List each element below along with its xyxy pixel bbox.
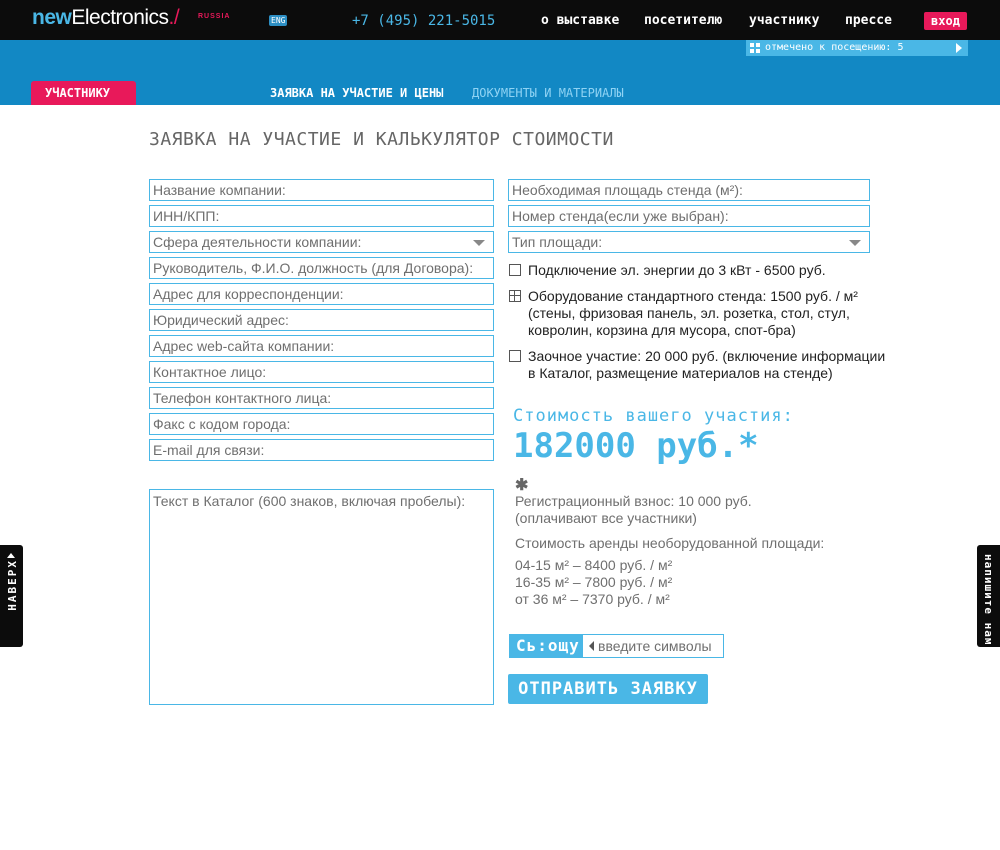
language-switch[interactable]: ENG — [271, 16, 286, 25]
electricity-label: Подключение эл. энергии до 3 кВт - 6500 руб. — [528, 262, 826, 278]
contact-person-input[interactable] — [150, 362, 493, 382]
section-tab-participant[interactable]: УЧАСТНИКУ — [31, 81, 136, 105]
phone-number: +7 (495) 221-5015 — [352, 13, 496, 29]
website-input[interactable] — [150, 336, 493, 356]
remote-participation-checkbox[interactable] — [509, 350, 521, 362]
to-top-label: НАВЕРХ — [6, 559, 19, 611]
logo-new: new — [32, 6, 72, 29]
inn-kpp-input[interactable] — [150, 206, 493, 226]
submit-application-button[interactable]: ОТПРАВИТЬ ЗАЯВКУ — [508, 674, 708, 704]
fax-field[interactable] — [149, 413, 494, 435]
stand-number-input[interactable] — [509, 206, 869, 226]
captcha-image: Сь:ощу — [510, 635, 583, 657]
director-input[interactable] — [150, 258, 493, 278]
cost-label: Стоимость вашего участия: — [513, 406, 794, 426]
arrow-right-icon — [956, 43, 962, 53]
write-us-label: напишите нам — [982, 554, 995, 646]
rent-title: Стоимость аренды необорудованной площади: — [515, 535, 825, 551]
catalog-textarea[interactable] — [150, 490, 493, 704]
electricity-checkbox[interactable] — [509, 264, 521, 276]
contact-phone-field[interactable] — [149, 387, 494, 409]
chevron-down-icon — [473, 240, 485, 246]
rate-item: от 36 м² – 7370 руб. / м² — [515, 591, 670, 607]
grid-icon — [750, 43, 760, 53]
stand-area-field[interactable] — [508, 179, 870, 201]
write-us-button[interactable] — [977, 545, 1000, 647]
company-sphere-value: Сфера деятельности компании: — [153, 234, 362, 250]
company-name-input[interactable] — [150, 180, 493, 200]
visits-label: отмечено к посещению: 5 — [765, 42, 904, 53]
nav-about[interactable]: о выставке — [541, 13, 620, 28]
standard-stand-checkbox[interactable] — [509, 290, 521, 302]
nav-visitor[interactable]: посетителю — [644, 13, 723, 28]
stand-number-field[interactable] — [508, 205, 870, 227]
page-title: ЗАЯВКА НА УЧАСТИЕ И КАЛЬКУЛЯТОР СТОИМОСТИ — [149, 129, 614, 150]
standard-stand-label: Оборудование стандартного стенда: 1500 руб. / м² (стены, фризовая панель, эл. розетка, стол, стул, ковролин, корзина для мусора, спот-бра) — [528, 288, 858, 338]
nav-participant[interactable]: участнику — [749, 13, 820, 28]
arrow-up-icon — [7, 553, 15, 558]
logo-region: RUSSIA — [198, 13, 231, 20]
chevron-down-icon — [849, 240, 861, 246]
site-logo[interactable] — [32, 6, 231, 30]
option-remote-participation[interactable] — [509, 348, 894, 384]
tab-application-prices[interactable]: ЗАЯВКА НА УЧАСТИЕ И ЦЕНЫ — [270, 86, 444, 100]
postal-address-field[interactable] — [149, 283, 494, 305]
rate-item: 04-15 м² – 8400 руб. / м² — [515, 557, 673, 573]
director-field[interactable] — [149, 257, 494, 279]
company-sphere-select[interactable] — [149, 231, 494, 253]
visits-bar[interactable] — [746, 40, 968, 56]
company-name-field[interactable] — [149, 179, 494, 201]
logo-slash: ./ — [168, 6, 180, 29]
website-field[interactable] — [149, 335, 494, 357]
stand-area-input[interactable] — [509, 180, 869, 200]
reg-fee-note: (оплачивают все участники) — [515, 510, 697, 526]
nav-press[interactable]: прессе — [845, 13, 892, 28]
scroll-to-top-button[interactable] — [0, 545, 23, 647]
arrow-left-icon — [589, 641, 594, 651]
legal-address-input[interactable] — [150, 310, 493, 330]
top-bar — [0, 0, 1000, 40]
contact-person-field[interactable] — [149, 361, 494, 383]
tab-documents[interactable]: ДОКУМЕНТЫ И МАТЕРИАЛЫ — [472, 86, 624, 100]
login-button[interactable]: вход — [924, 12, 967, 30]
area-type-value: Тип площади: — [512, 234, 603, 250]
option-electricity[interactable] — [509, 262, 894, 280]
captcha-field[interactable] — [509, 634, 724, 658]
captcha-input[interactable] — [598, 635, 722, 657]
cost-value: 182000 руб.* — [513, 426, 759, 466]
postal-address-input[interactable] — [150, 284, 493, 304]
logo-electronics: Electronics — [71, 6, 169, 29]
rate-item: 16-35 м² – 7800 руб. / м² — [515, 574, 673, 590]
fax-input[interactable] — [150, 414, 493, 434]
inn-kpp-field[interactable] — [149, 205, 494, 227]
area-type-select[interactable] — [508, 231, 870, 253]
reg-fee-text: Регистрационный взнос: 10 000 руб. — [515, 493, 752, 509]
email-field[interactable] — [149, 439, 494, 461]
asterisk-icon: ✱ — [515, 477, 529, 494]
remote-participation-label: Заочное участие: 20 000 руб. (включение информации в Каталог, размещение материалов на стенде) — [528, 348, 886, 381]
contact-phone-input[interactable] — [150, 388, 493, 408]
legal-address-field[interactable] — [149, 309, 494, 331]
option-standard-stand[interactable] — [509, 288, 894, 340]
email-input[interactable] — [150, 440, 493, 460]
catalog-text-field[interactable] — [149, 489, 494, 705]
